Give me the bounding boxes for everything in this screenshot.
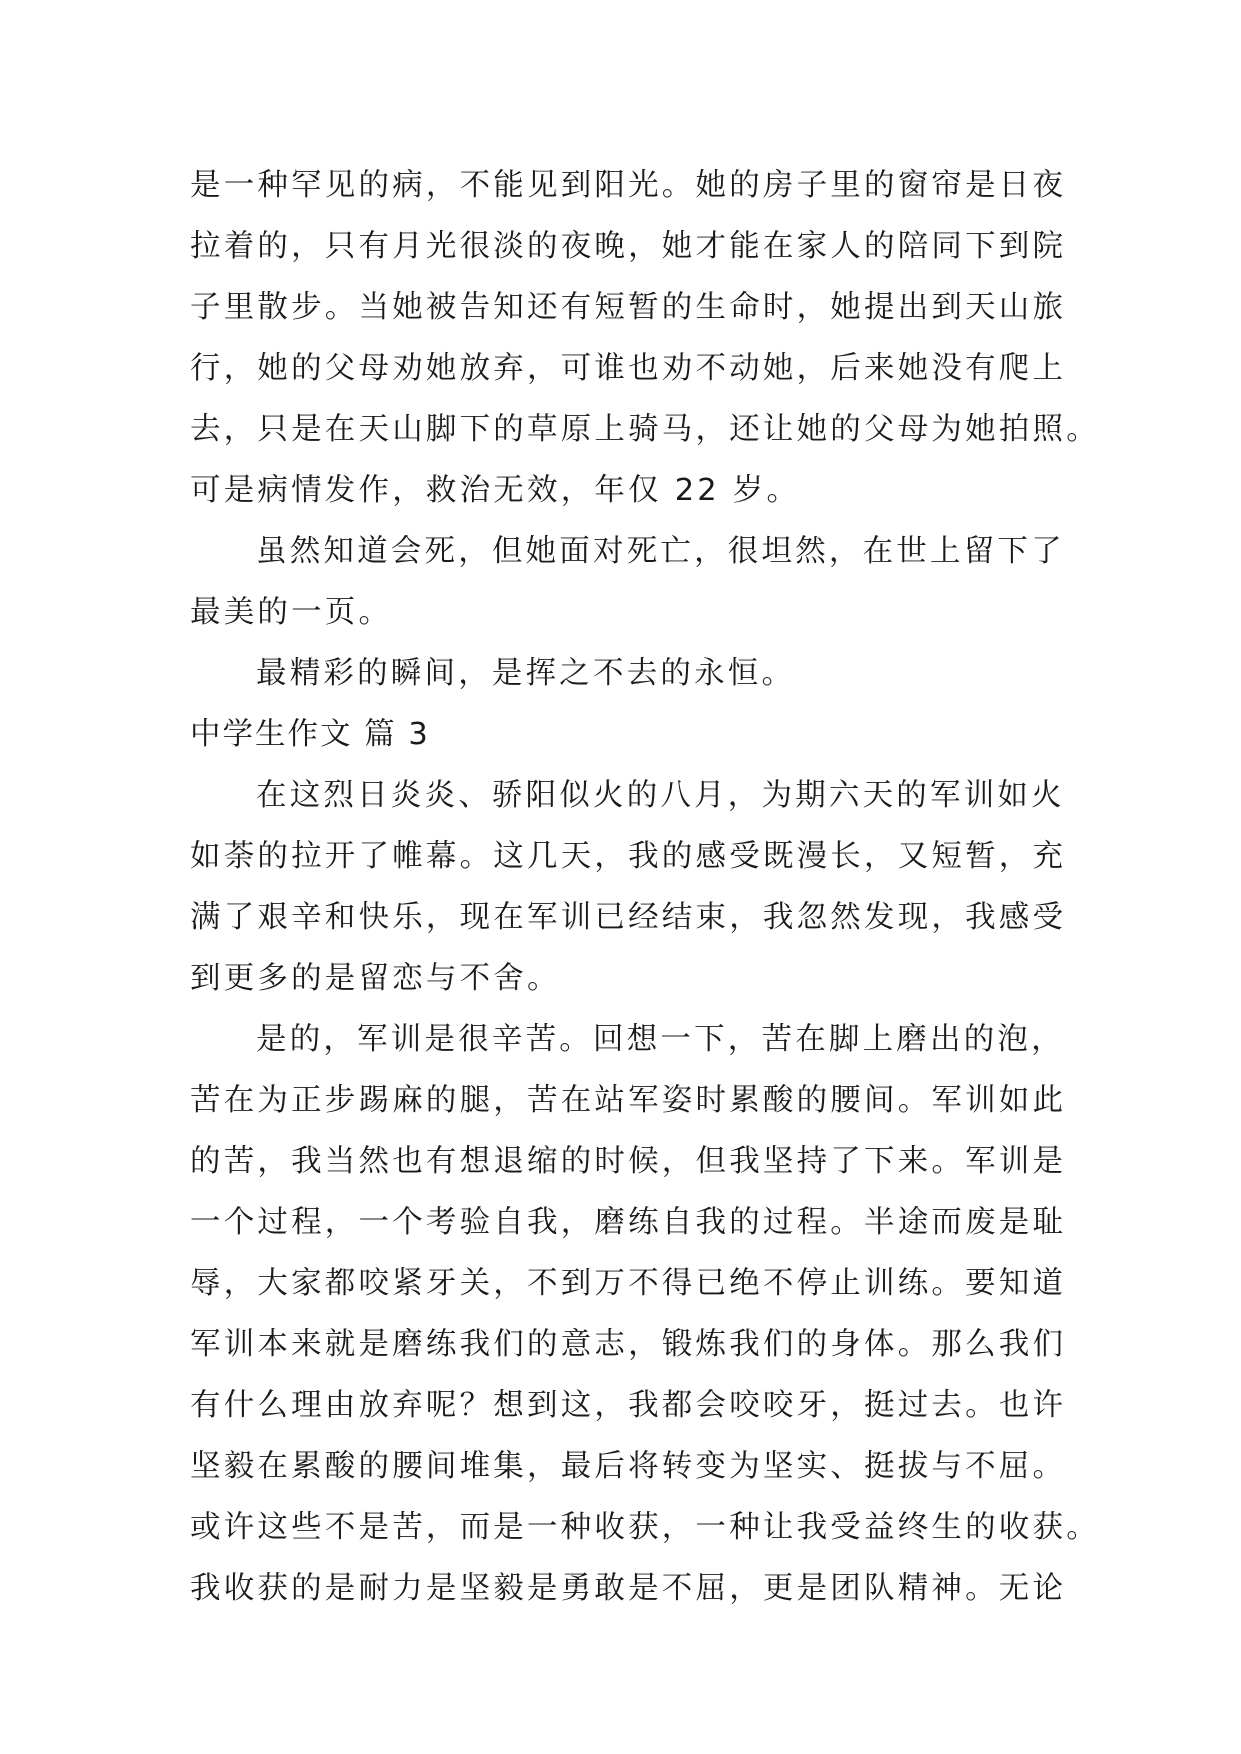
- text-line: 拉着的，只有月光很淡的夜晚，她才能在家人的陪同下到院: [190, 229, 1067, 264]
- text-line: 的苦，我当然也有想退缩的时候，但我坚持了下来。军训是: [190, 1144, 1067, 1179]
- text-line: 一个过程，一个考验自我，磨练自我的过程。半途而废是耻: [190, 1205, 1067, 1240]
- text-line: 军训本来就是磨练我们的意志，锻炼我们的身体。那么我们: [190, 1327, 1067, 1362]
- text-line: 满了艰辛和快乐，现在军训已经结束，我忽然发现，我感受: [190, 900, 1067, 935]
- text-line: 最美的一页。: [190, 595, 393, 630]
- text-line: 我收获的是耐力是坚毅是勇敢是不屈，更是团队精神。无论: [190, 1571, 1067, 1606]
- text-line: 坚毅在累酸的腰间堆集，最后将转变为坚实、挺拔与不屈。: [190, 1449, 1067, 1484]
- paragraph-first-line: 在这烈日炎炎、骄阳似火的八月，为期六天的军训如火: [256, 778, 1065, 813]
- text-line: 苦在为正步踢麻的腿，苦在站军姿时累酸的腰间。军训如此: [190, 1083, 1067, 1118]
- paragraph-first-line: 最精彩的瞬间，是挥之不去的永恒。: [256, 656, 796, 691]
- text-line: 是一种罕见的病，不能见到阳光。她的房子里的窗帘是日夜: [190, 168, 1067, 203]
- text-line: 可是病情发作，救治无效，年仅 22 岁。: [190, 473, 801, 508]
- text-line: 到更多的是留恋与不舍。: [190, 961, 561, 996]
- text-line: 去，只是在天山脚下的草原上骑马，还让她的父母为她拍照。: [190, 412, 1100, 447]
- paragraph-first-line: 是的，军训是很辛苦。回想一下，苦在脚上磨出的泡，: [256, 1022, 1065, 1057]
- text-line: 或许这些不是苦，而是一种收获，一种让我受益终生的收获。: [190, 1510, 1100, 1545]
- text-line: 辱，大家都咬紧牙关，不到万不得已绝不停止训练。要知道: [190, 1266, 1067, 1301]
- text-line: 子里散步。当她被告知还有短暂的生命时，她提出到天山旅: [190, 290, 1067, 325]
- text-line: 有什么理由放弃呢？想到这，我都会咬咬牙，挺过去。也许: [190, 1388, 1067, 1423]
- paragraph-first-line: 虽然知道会死，但她面对死亡，很坦然，在世上留下了: [256, 534, 1065, 569]
- text-line: 行，她的父母劝她放弃，可谁也劝不动她，后来她没有爬上: [190, 351, 1067, 386]
- section-heading: 中学生作文 篇 3: [190, 717, 430, 752]
- text-line: 如荼的拉开了帷幕。这几天，我的感受既漫长，又短暂，充: [190, 839, 1067, 874]
- essay-body: [190, 155, 1100, 1619]
